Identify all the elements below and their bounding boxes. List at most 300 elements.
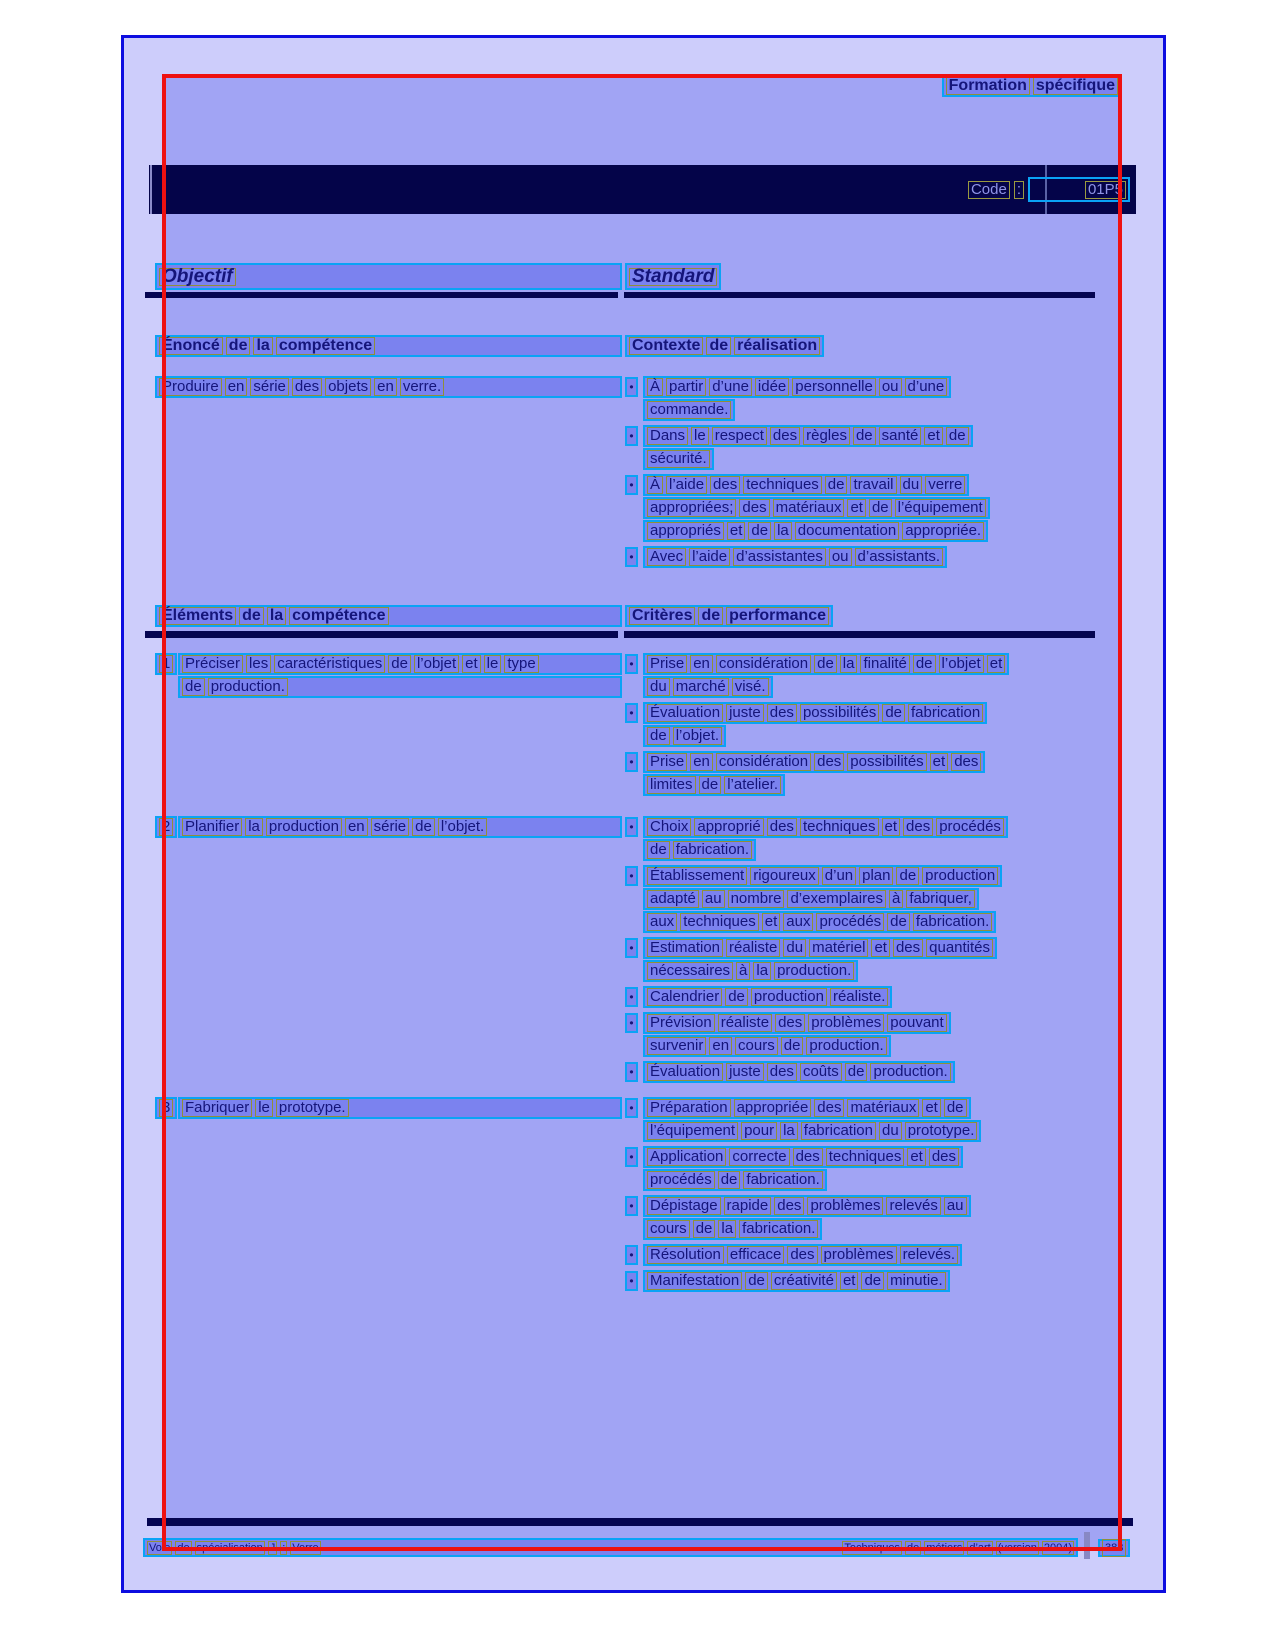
elements-rule-left bbox=[145, 631, 618, 638]
left-column bbox=[155, 1097, 622, 1119]
bullet-line bbox=[643, 911, 996, 933]
bullet-icon: • bbox=[625, 1147, 638, 1167]
word: 1 bbox=[159, 655, 173, 673]
word: travail bbox=[850, 476, 896, 494]
bullet-icon: • bbox=[625, 547, 638, 567]
bullet-lines bbox=[643, 546, 947, 568]
bullet-line bbox=[643, 937, 997, 959]
word: de bbox=[845, 1063, 868, 1081]
item-line bbox=[178, 816, 622, 838]
word: 3 bbox=[159, 1099, 173, 1117]
word: problèmes bbox=[808, 1014, 884, 1032]
word: À bbox=[647, 378, 663, 396]
word: de bbox=[861, 1272, 884, 1290]
word: de bbox=[647, 841, 670, 859]
header-rule-right bbox=[624, 292, 1095, 298]
bullet-lines bbox=[643, 653, 1009, 698]
word: production. bbox=[806, 1037, 886, 1055]
word: des bbox=[814, 1099, 844, 1117]
word: Manifestation bbox=[647, 1272, 742, 1290]
bullet-lines bbox=[643, 816, 1008, 861]
word: du bbox=[647, 678, 670, 696]
word: la bbox=[718, 1220, 736, 1238]
word: objets bbox=[325, 378, 371, 396]
bullet-lines bbox=[643, 425, 973, 470]
word: fabrication bbox=[908, 704, 983, 722]
word: de bbox=[781, 1037, 804, 1055]
footer-left bbox=[147, 1541, 321, 1555]
code-row bbox=[968, 177, 1130, 202]
left-column bbox=[155, 335, 622, 357]
word: de bbox=[745, 1272, 768, 1290]
criteria-group bbox=[625, 1097, 981, 1142]
word: pour bbox=[741, 1122, 777, 1140]
criteria-group bbox=[625, 425, 973, 470]
word: de bbox=[388, 655, 411, 673]
criteria-group bbox=[625, 653, 1009, 698]
word: des bbox=[774, 1197, 804, 1215]
word: du bbox=[900, 476, 923, 494]
right-column bbox=[625, 816, 1113, 1087]
word: Verre bbox=[292, 1541, 319, 1554]
bullet-line bbox=[643, 1061, 955, 1083]
word: prototype. bbox=[276, 1099, 349, 1117]
word: production. bbox=[774, 962, 854, 980]
standard-title bbox=[625, 263, 721, 290]
word: de bbox=[647, 727, 670, 745]
elements-heading bbox=[155, 605, 622, 627]
word: en bbox=[690, 655, 713, 673]
word: Code bbox=[968, 181, 1010, 199]
word: à bbox=[889, 890, 903, 908]
word: l’atelier. bbox=[724, 776, 781, 794]
word: à bbox=[736, 962, 750, 980]
item-line bbox=[178, 676, 622, 698]
word: marché bbox=[673, 678, 729, 696]
word: des bbox=[292, 378, 322, 396]
bullet-icon: • bbox=[625, 1013, 638, 1033]
criteria-group bbox=[625, 865, 1002, 933]
word: matériel bbox=[809, 939, 868, 957]
bullet-line bbox=[643, 1012, 951, 1034]
word: idée bbox=[755, 378, 789, 396]
elements-rule-right bbox=[624, 631, 1095, 638]
bullet-line bbox=[643, 751, 985, 773]
word: des bbox=[903, 818, 933, 836]
bullet-icon: • bbox=[625, 938, 638, 958]
word: des bbox=[775, 1014, 805, 1032]
bullet-lines bbox=[643, 1270, 950, 1292]
word: de bbox=[869, 499, 892, 517]
word: matériaux bbox=[847, 1099, 919, 1117]
contexte-heading bbox=[625, 335, 824, 357]
bullet-line bbox=[643, 1195, 971, 1217]
word: et bbox=[930, 753, 949, 771]
word: : bbox=[282, 1541, 286, 1554]
bullet-lines bbox=[643, 376, 951, 421]
bullet-line bbox=[643, 399, 735, 421]
word: juste bbox=[726, 1063, 764, 1081]
word: de bbox=[182, 678, 205, 696]
page-number bbox=[1098, 1539, 1130, 1557]
word: appropriés bbox=[647, 522, 724, 540]
word: au bbox=[702, 890, 725, 908]
word: l’aide bbox=[689, 548, 730, 566]
word: d’un bbox=[822, 867, 856, 885]
word: la bbox=[753, 962, 771, 980]
word: plan bbox=[859, 867, 893, 885]
word: visé. bbox=[732, 678, 769, 696]
item-line bbox=[178, 1097, 622, 1119]
item-line bbox=[178, 653, 622, 675]
word: techniques bbox=[800, 818, 879, 836]
word: problèmes bbox=[821, 1246, 897, 1264]
bullet-lines bbox=[643, 986, 892, 1008]
word: Fabriquer bbox=[182, 1099, 252, 1117]
word: Avec bbox=[647, 548, 686, 566]
word: fabrication. bbox=[739, 1220, 818, 1238]
word: procédés bbox=[936, 818, 1004, 836]
left-column bbox=[155, 816, 622, 838]
word: juste bbox=[726, 704, 764, 722]
criteria-group bbox=[625, 1061, 955, 1083]
word: techniques bbox=[826, 1148, 905, 1166]
word: l’aide bbox=[666, 476, 707, 494]
word: la bbox=[780, 1122, 798, 1140]
word: aux bbox=[647, 913, 677, 931]
word: documentation bbox=[795, 522, 899, 540]
bullet-icon: • bbox=[625, 1062, 638, 1082]
word: des bbox=[951, 753, 981, 771]
word: en bbox=[690, 753, 713, 771]
criteria-group bbox=[625, 546, 947, 568]
bullet-lines bbox=[643, 1146, 963, 1191]
word: matériaux bbox=[773, 499, 845, 517]
word: fabrication bbox=[801, 1122, 876, 1140]
word: rigoureux bbox=[750, 867, 819, 885]
word: la bbox=[774, 522, 792, 540]
word: techniques bbox=[680, 913, 759, 931]
word: de bbox=[907, 1541, 920, 1554]
word: limites bbox=[647, 776, 696, 794]
word: de bbox=[706, 337, 731, 355]
word: J bbox=[269, 1541, 276, 1554]
word: en bbox=[225, 378, 248, 396]
word: production bbox=[266, 818, 342, 836]
word: et bbox=[871, 939, 890, 957]
right-column bbox=[625, 1097, 1113, 1296]
bullet-line bbox=[643, 725, 726, 747]
bullet-line bbox=[643, 376, 951, 398]
word: en bbox=[709, 1037, 732, 1055]
word: des bbox=[767, 818, 797, 836]
item-text bbox=[178, 816, 622, 838]
word: nombre bbox=[728, 890, 785, 908]
bullet-icon: • bbox=[625, 1196, 638, 1216]
word: l’équipement bbox=[895, 499, 986, 517]
word: minutie. bbox=[887, 1272, 946, 1290]
title-bar bbox=[149, 165, 1136, 214]
word: 2 bbox=[159, 818, 173, 836]
word: Choix bbox=[647, 818, 691, 836]
content-panel bbox=[166, 78, 1121, 1549]
code-underline-box bbox=[1028, 177, 1130, 202]
word: Objectif bbox=[159, 268, 236, 286]
word: procédés bbox=[816, 913, 884, 931]
word: spécialisation bbox=[196, 1541, 263, 1554]
word: des bbox=[739, 499, 769, 517]
bullet-lines bbox=[643, 474, 990, 542]
word: métiers bbox=[926, 1541, 963, 1554]
word: des bbox=[767, 1063, 797, 1081]
bullet-icon: • bbox=[625, 1098, 638, 1118]
word: nécessaires bbox=[647, 962, 733, 980]
right-column bbox=[625, 263, 1113, 290]
code-colon bbox=[1014, 178, 1024, 202]
document-page bbox=[121, 35, 1166, 1593]
word: réaliste bbox=[726, 939, 780, 957]
word: des bbox=[787, 1246, 817, 1264]
criteria-group bbox=[625, 702, 987, 747]
footer-line bbox=[143, 1538, 1078, 1557]
bullet-line bbox=[643, 888, 979, 910]
item-number bbox=[155, 1097, 177, 1119]
word: correcte bbox=[729, 1148, 789, 1166]
word: en bbox=[345, 818, 368, 836]
word: fabrication. bbox=[743, 1171, 822, 1189]
word: et bbox=[462, 655, 481, 673]
word: Éléments bbox=[159, 607, 236, 625]
criteria-group bbox=[625, 986, 892, 1008]
word: production bbox=[751, 988, 827, 1006]
word: efficace bbox=[727, 1246, 784, 1264]
word: et bbox=[762, 913, 781, 931]
word: Estimation bbox=[647, 939, 723, 957]
word: fabrication. bbox=[673, 841, 752, 859]
word: et bbox=[882, 818, 901, 836]
word: série bbox=[371, 818, 410, 836]
word: l’objet bbox=[939, 655, 984, 673]
left-column bbox=[155, 263, 622, 290]
bullet-icon: • bbox=[625, 817, 638, 837]
word: : bbox=[1014, 181, 1024, 199]
word: prototype. bbox=[905, 1122, 978, 1140]
footer-rule bbox=[147, 1518, 1133, 1526]
bullet-lines bbox=[643, 1012, 951, 1057]
word: et bbox=[924, 427, 943, 445]
criteria-group bbox=[625, 1146, 963, 1191]
bullet-line bbox=[643, 774, 785, 796]
word: performance bbox=[726, 607, 829, 625]
word: de bbox=[946, 427, 969, 445]
word: Dans bbox=[647, 427, 688, 445]
word: caractéristiques bbox=[274, 655, 385, 673]
bullet-lines bbox=[643, 1244, 962, 1266]
bullet-line bbox=[643, 1270, 950, 1292]
criteria-group bbox=[625, 751, 985, 796]
footer-right bbox=[842, 1541, 1074, 1555]
word: de bbox=[882, 704, 905, 722]
word: la bbox=[253, 337, 272, 355]
word: Contexte bbox=[629, 337, 703, 355]
bullet-icon: • bbox=[625, 426, 638, 446]
header-rule-left bbox=[145, 292, 618, 298]
word: et bbox=[840, 1272, 859, 1290]
word: Produire bbox=[159, 378, 222, 396]
word: d’assistantes bbox=[733, 548, 826, 566]
word: À bbox=[647, 476, 663, 494]
bullet-line bbox=[643, 1244, 962, 1266]
bullet-line bbox=[643, 1097, 971, 1119]
word: possibilités bbox=[800, 704, 879, 722]
word: ou bbox=[879, 378, 902, 396]
word: quantités bbox=[926, 939, 993, 957]
word: l’objet bbox=[414, 655, 459, 673]
word: de bbox=[825, 476, 848, 494]
word: spécifique bbox=[1033, 77, 1118, 95]
word: de bbox=[814, 655, 837, 673]
word: série bbox=[250, 378, 289, 396]
word: au bbox=[944, 1197, 967, 1215]
bullet-line bbox=[643, 702, 987, 724]
word: respect bbox=[712, 427, 767, 445]
word: de bbox=[226, 337, 251, 355]
word: coûts bbox=[800, 1063, 842, 1081]
word: de bbox=[944, 1099, 967, 1117]
right-column bbox=[625, 376, 1113, 572]
word: de bbox=[693, 1220, 716, 1238]
word: le bbox=[484, 655, 502, 673]
word: réaliste bbox=[718, 1014, 772, 1032]
word: finalité bbox=[860, 655, 909, 673]
word: cours bbox=[735, 1037, 778, 1055]
bullet-line bbox=[643, 816, 1008, 838]
item-text bbox=[178, 653, 622, 698]
word: Évaluation bbox=[647, 704, 723, 722]
right-column bbox=[625, 653, 1113, 800]
word: de bbox=[698, 607, 723, 625]
word: rapide bbox=[724, 1197, 772, 1215]
bullet-line bbox=[643, 448, 714, 470]
word: la bbox=[840, 655, 858, 673]
right-column bbox=[625, 335, 1113, 357]
bullet-line bbox=[643, 1146, 963, 1168]
bullet-icon: • bbox=[625, 475, 638, 495]
word: production. bbox=[870, 1063, 950, 1081]
word: des bbox=[929, 1148, 959, 1166]
criteria-group bbox=[625, 1244, 962, 1266]
bullet-line bbox=[643, 1120, 981, 1142]
word: appropriée. bbox=[902, 522, 984, 540]
word: problèmes bbox=[807, 1197, 883, 1215]
word: Calendrier bbox=[647, 988, 722, 1006]
bullet-line bbox=[643, 865, 1002, 887]
word: des bbox=[893, 939, 923, 957]
criteria-group bbox=[625, 1270, 950, 1292]
bullet-line bbox=[643, 425, 973, 447]
bullet-lines bbox=[643, 702, 987, 747]
word: en bbox=[374, 378, 397, 396]
bullet-line bbox=[643, 474, 969, 496]
word: de bbox=[913, 655, 936, 673]
header-category bbox=[942, 74, 1122, 97]
word: procédés bbox=[647, 1171, 715, 1189]
word: appropriée bbox=[734, 1099, 812, 1117]
bullet-line bbox=[643, 839, 756, 861]
word: et bbox=[922, 1099, 941, 1117]
word: personnelle bbox=[792, 378, 876, 396]
word: Voie bbox=[149, 1541, 171, 1554]
word: verre. bbox=[400, 378, 444, 396]
competence-statement bbox=[155, 376, 622, 398]
word: le bbox=[691, 427, 709, 445]
word: Prise bbox=[647, 655, 687, 673]
word: d’assistants. bbox=[855, 548, 944, 566]
bullet-icon: • bbox=[625, 987, 638, 1007]
word: cours bbox=[647, 1220, 690, 1238]
word: Prise bbox=[647, 753, 687, 771]
word: considération bbox=[716, 655, 811, 673]
item-number bbox=[155, 653, 177, 675]
code-value bbox=[1083, 180, 1128, 200]
word: approprié bbox=[694, 818, 763, 836]
word: type bbox=[504, 655, 538, 673]
word: verre bbox=[925, 476, 965, 494]
word: pouvant bbox=[887, 1014, 946, 1032]
left-column bbox=[155, 605, 622, 627]
word: considération bbox=[716, 753, 811, 771]
word: des bbox=[767, 704, 797, 722]
bullet-icon: • bbox=[625, 654, 638, 674]
bullet-line bbox=[643, 653, 1009, 675]
word: des bbox=[770, 427, 800, 445]
word: appropriées; bbox=[647, 499, 736, 517]
item-number bbox=[155, 816, 177, 838]
word: Résolution bbox=[647, 1246, 724, 1264]
bullet-icon: • bbox=[625, 1271, 638, 1291]
word: Prévision bbox=[647, 1014, 715, 1032]
word: de bbox=[239, 607, 264, 625]
word: la bbox=[245, 818, 263, 836]
word: et bbox=[727, 522, 746, 540]
word: d’art bbox=[969, 1541, 991, 1554]
item-text bbox=[178, 1097, 622, 1119]
word: l’objet. bbox=[673, 727, 722, 745]
word: d’exemplaires bbox=[787, 890, 886, 908]
header-category-line bbox=[942, 74, 1122, 97]
word: de bbox=[718, 1171, 741, 1189]
word: le bbox=[255, 1099, 273, 1117]
enonce-heading bbox=[155, 335, 622, 357]
page-number-slot bbox=[1098, 1538, 1130, 1557]
word: de bbox=[748, 522, 771, 540]
bullet-icon: • bbox=[625, 866, 638, 886]
criteria-group bbox=[625, 1012, 951, 1057]
word: production bbox=[922, 867, 998, 885]
word: de bbox=[896, 867, 919, 885]
word: de bbox=[412, 818, 435, 836]
word: Évaluation bbox=[647, 1063, 723, 1081]
word: fabrication. bbox=[913, 913, 992, 931]
word: du bbox=[783, 939, 806, 957]
criteria-group bbox=[625, 816, 1008, 861]
word: et bbox=[847, 499, 866, 517]
bar-left-edge bbox=[150, 165, 152, 214]
word: l’objet. bbox=[438, 818, 487, 836]
word: Standard bbox=[629, 268, 717, 286]
word: de bbox=[725, 988, 748, 1006]
bullet-line bbox=[643, 546, 947, 568]
